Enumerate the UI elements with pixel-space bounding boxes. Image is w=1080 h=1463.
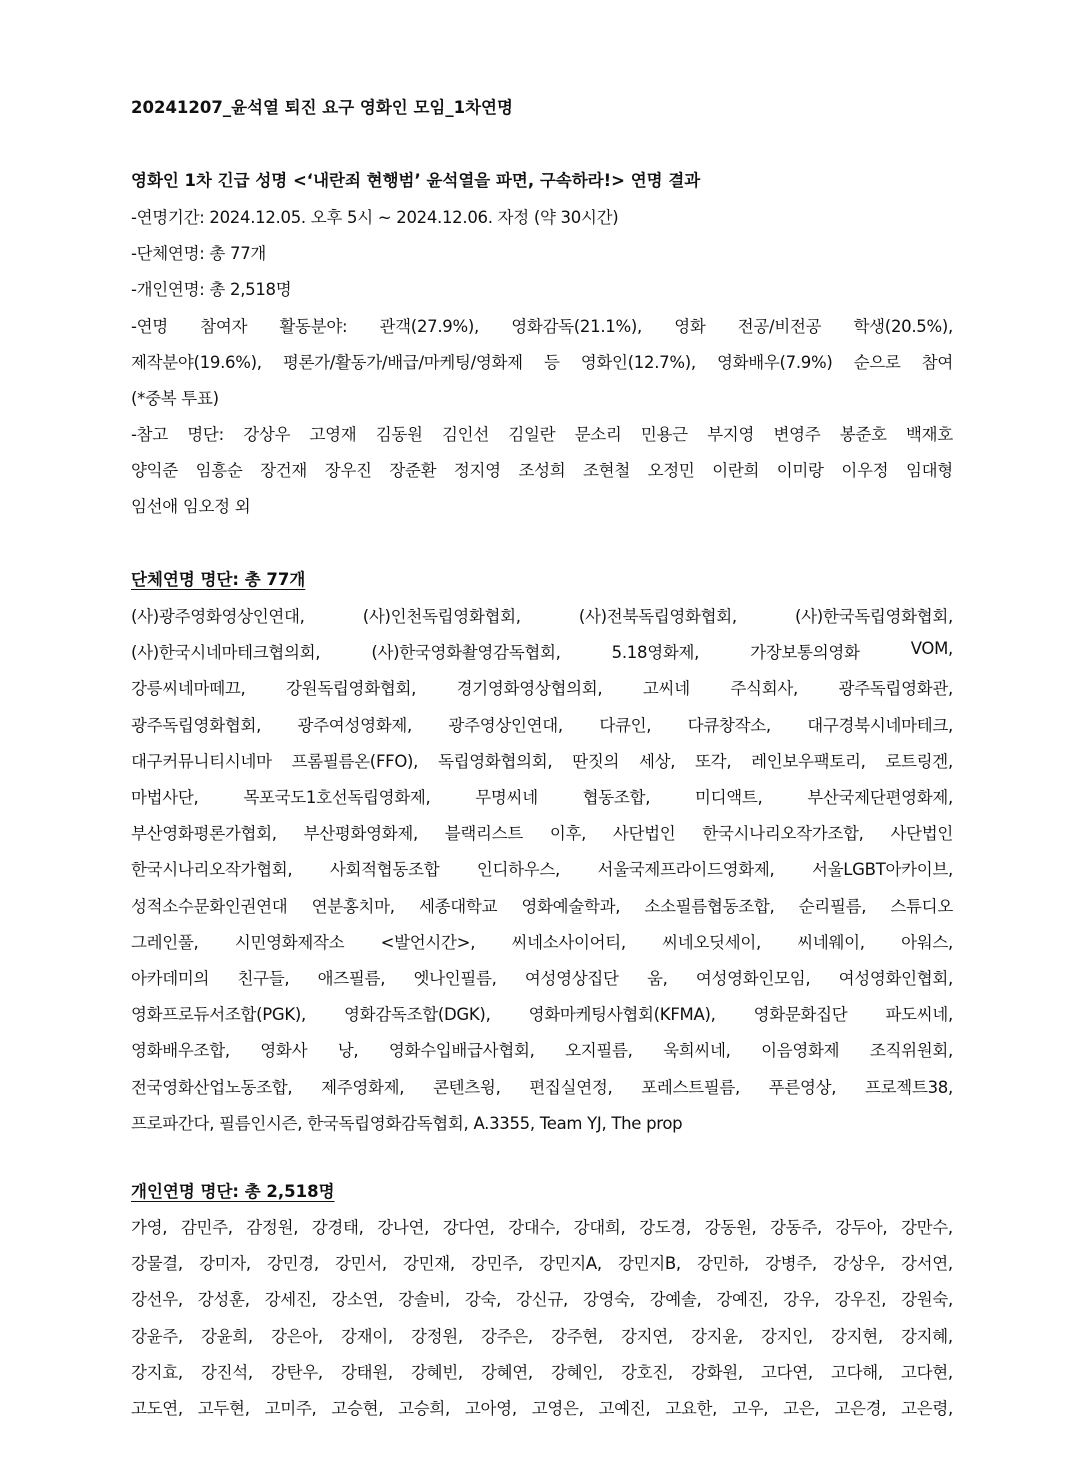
word: -연명	[131, 317, 168, 336]
word: 영화수입배급사협회,	[388, 1041, 535, 1061]
word: 사단법인	[612, 824, 676, 844]
word: 학생(20.5%),	[853, 317, 953, 336]
word: 레인보우팩토리,	[751, 751, 866, 771]
word: 강우,	[783, 1290, 820, 1310]
word: 강두아,	[835, 1218, 888, 1237]
word: 고승희,	[398, 1399, 450, 1418]
word: 참여자	[200, 317, 248, 336]
word: 강영숙,	[582, 1290, 635, 1310]
word: 부산영화평론가협회,	[131, 824, 277, 844]
word: 고다연,	[761, 1362, 813, 1382]
word: 영화감독(21.1%),	[511, 317, 642, 336]
word: 고승현,	[331, 1399, 384, 1418]
word: 문소리	[574, 425, 622, 444]
word: 강솔비,	[398, 1290, 450, 1310]
fields-line-2	[131, 349, 953, 373]
word: 감민주,	[180, 1218, 233, 1237]
org-list-line	[131, 1037, 953, 1061]
ref-line-1	[131, 421, 953, 445]
person-section-heading: 개인연명 명단: 총 2,518명	[131, 1182, 335, 1201]
word: 씨네웨이,	[797, 932, 865, 952]
word: 다큐인,	[599, 715, 652, 735]
word: 영화사	[260, 1041, 308, 1061]
word: 평론가/활동가/배급/마케팅/영화제	[282, 353, 523, 372]
word: 활동분야:	[279, 317, 348, 336]
word: 여성영상집단	[524, 969, 619, 988]
word: 강태원,	[341, 1362, 393, 1382]
word: 강지연,	[621, 1326, 673, 1346]
word: 엣나인필름,	[413, 969, 497, 988]
word: 강지현,	[831, 1326, 883, 1346]
word: 고다해,	[831, 1362, 883, 1382]
word: 강예솔,	[649, 1290, 702, 1310]
word: 강윤주,	[131, 1326, 183, 1346]
word: 애즈필름,	[317, 969, 386, 988]
word: (사)전북독립영화협회,	[578, 607, 737, 626]
org-list-line	[131, 639, 953, 663]
word: 포레스트필름,	[641, 1077, 740, 1097]
org-list-line	[131, 1001, 953, 1025]
word: 강경태,	[311, 1218, 364, 1237]
word: 대구경북시네마테크,	[807, 715, 953, 735]
word: 부산국제단편영화제,	[807, 788, 953, 807]
word: 참여	[921, 353, 953, 372]
word: 가영,	[131, 1218, 168, 1237]
fields-note: (*중복 투표)	[131, 389, 219, 408]
word: 편집실연정,	[529, 1077, 613, 1097]
word: 강원숙,	[901, 1290, 953, 1310]
org-list-last-line: 프로파간다, 필름인시즌, 한국독립영화감독협회, A.3355, Team YJ, The prop	[131, 1113, 683, 1133]
word: 고영은,	[531, 1399, 584, 1418]
word: 순으로	[853, 353, 901, 372]
ref-line-3: 임선애 임오정 외	[131, 497, 251, 516]
word: 아카데미의	[131, 969, 210, 988]
word: 김일란	[508, 425, 556, 444]
word: 조직위원회,	[869, 1041, 953, 1061]
word: 소소필름협동조합,	[644, 896, 775, 916]
word: 영화마케팅사협회(KFMA),	[528, 1005, 716, 1025]
org-list-line	[131, 748, 953, 772]
org-list-line	[131, 856, 953, 880]
word: 전국영화산업노동조합,	[131, 1077, 293, 1097]
word: 광주영상인연대,	[448, 715, 563, 735]
word: 강대수,	[508, 1218, 561, 1237]
word: 강민경,	[267, 1254, 319, 1274]
word: 강상우,	[833, 1254, 885, 1274]
word: 영화예술학과,	[521, 896, 621, 916]
word: 프로젝트38,	[865, 1077, 953, 1097]
word: 사회적협동조합	[329, 860, 440, 880]
word: 고은경,	[834, 1399, 887, 1418]
word: 목포국도1호선독립영화제,	[243, 788, 431, 807]
word: 세종대학교	[418, 896, 498, 916]
word: 마법사단,	[131, 788, 199, 807]
word: 미디액트,	[694, 788, 763, 807]
word: 또각,	[695, 751, 732, 771]
word: 서울국제프라이드영화제,	[597, 860, 775, 880]
word: 독립영화협의회,	[437, 751, 553, 771]
word: 고요한,	[665, 1399, 718, 1418]
ref-line-2	[131, 457, 953, 481]
word: 강민지A,	[539, 1254, 602, 1274]
word: 강지인,	[761, 1326, 813, 1346]
word: 고씨네	[642, 679, 690, 699]
word: 순리필름,	[798, 896, 867, 916]
word: 고두현,	[197, 1399, 250, 1418]
word: 조성희	[518, 461, 566, 480]
word: 광주독립영화협회,	[131, 715, 262, 735]
word: 영화배우(7.9%)	[716, 353, 833, 372]
word: 인디하우스,	[476, 860, 560, 880]
word: 강미자,	[199, 1254, 251, 1274]
word: 강물결,	[131, 1254, 183, 1274]
word: 씨네소사이어티,	[511, 932, 626, 952]
word: 이란희	[712, 461, 760, 480]
statement-heading: 영화인 1차 긴급 성명 <‘내란죄 현행범’ 윤석열을 파면, 구속하라!> 연명 결과	[131, 171, 701, 190]
word: 가장보통의영화	[750, 643, 860, 663]
word: 고아영,	[464, 1399, 517, 1418]
word: 강혜연,	[481, 1362, 533, 1382]
org-list-line	[131, 712, 953, 736]
word: 그레인풀,	[131, 932, 199, 952]
word: 광주독립영화관,	[838, 679, 953, 699]
word: 낭,	[337, 1041, 359, 1061]
word: 영화배우조합,	[131, 1041, 230, 1061]
word: 아워스,	[901, 932, 953, 952]
word: 강혜인,	[551, 1362, 603, 1382]
word: 영화	[674, 317, 706, 336]
word: 민용근	[640, 425, 688, 444]
word: 광주여성영화제,	[297, 715, 412, 735]
word: 강탄우,	[271, 1362, 323, 1382]
org-count-line: -단체연명: 총 77개	[131, 244, 267, 263]
word: 임흥순	[195, 461, 243, 480]
word: 김인선	[442, 425, 489, 444]
word: 임대형	[905, 461, 953, 480]
word: 움,	[646, 969, 668, 988]
word: 부산평화영화제,	[303, 824, 418, 844]
word: 강진석,	[201, 1362, 253, 1382]
word: 조현철	[583, 461, 630, 480]
word: 강호진,	[621, 1362, 673, 1382]
word: 고미주,	[264, 1399, 317, 1418]
word: 강민주,	[471, 1254, 523, 1274]
word: (사)한국영화촬영감독협회,	[371, 643, 561, 663]
word: 고예진,	[598, 1399, 651, 1418]
org-list-line	[131, 675, 953, 699]
document-title: 20241207_윤석열 퇴진 요구 영화인 모임_1차연명	[131, 98, 513, 117]
word: 강윤희,	[201, 1326, 253, 1346]
period-line: -연명기간: 2024.12.05. 오후 5시 ~ 2024.12.06. 자정 (약 30시간)	[131, 208, 619, 227]
word: 김동원	[375, 425, 423, 444]
word: 강성훈,	[197, 1290, 250, 1310]
word: 무명씨네	[475, 788, 538, 807]
word: 정지영	[453, 461, 501, 480]
word: -참고	[131, 425, 168, 444]
word: 강민하,	[697, 1254, 749, 1274]
word: 강혜빈,	[411, 1362, 463, 1382]
word: 파도씨네,	[885, 1005, 953, 1025]
word: 명단:	[187, 425, 224, 444]
word: 등	[543, 353, 560, 372]
word: 푸른영상,	[768, 1077, 837, 1097]
word: 강나연,	[377, 1218, 430, 1237]
org-list-line	[131, 784, 953, 808]
word: 로트링겐,	[885, 751, 953, 771]
word: (사)인천독립영화협회,	[362, 607, 521, 626]
word: 고은,	[783, 1399, 820, 1418]
word: 딴짓의	[572, 751, 620, 771]
word: 장건재	[260, 461, 308, 480]
word: 강다연,	[442, 1218, 495, 1237]
word: 강예진,	[716, 1290, 769, 1310]
word: 여성영화인모임,	[695, 969, 811, 988]
word: 프롬필름온(FFO),	[291, 751, 419, 771]
word: 강세진,	[264, 1290, 317, 1310]
word: 오지필름,	[565, 1041, 633, 1061]
word: 한국시나리오작가조합,	[702, 824, 864, 844]
word: 강소연,	[331, 1290, 384, 1310]
fields-line-1	[131, 313, 953, 337]
word: 백재호	[906, 425, 953, 444]
word: 세상,	[638, 751, 676, 771]
word: 사단법인	[890, 824, 953, 844]
word: 영화프로듀서조합(PGK),	[131, 1005, 306, 1025]
word: 강화원,	[691, 1362, 743, 1382]
person-list-line	[131, 1250, 953, 1274]
person-list-line	[131, 1323, 953, 1347]
word: 씨네오딧세이,	[662, 932, 761, 952]
person-count-line: -개인연명: 총 2,518명	[131, 280, 292, 299]
word: <발언시간>,	[380, 932, 476, 952]
word: 강민서,	[335, 1254, 387, 1274]
word: 강민재,	[403, 1254, 455, 1274]
word: 주식회사,	[730, 679, 798, 699]
word: 연분홍치마,	[311, 896, 395, 916]
word: 제주영화제,	[321, 1077, 405, 1097]
word: 경기영화영상협의회,	[456, 679, 603, 699]
word: 협동조합,	[582, 788, 651, 807]
word: 서울LGBT아카이브,	[812, 860, 953, 880]
word: 제작분야(19.6%),	[131, 353, 262, 372]
word: (사)한국독립영화협회,	[795, 607, 953, 626]
word: 5.18영화제,	[611, 643, 700, 663]
word: 강지효,	[131, 1362, 183, 1382]
word: 변영주	[773, 425, 821, 444]
word: 영화문화집단	[753, 1005, 848, 1025]
word: 강재이,	[341, 1326, 393, 1346]
word: 강병주,	[765, 1254, 817, 1274]
word: 다큐창작소,	[687, 715, 771, 735]
org-list-line	[131, 603, 953, 627]
word: 봉준호	[839, 425, 887, 444]
word: 고다현,	[901, 1362, 953, 1382]
word: 욱희씨네,	[663, 1041, 731, 1061]
word: 강숙,	[464, 1290, 502, 1310]
person-list-line	[131, 1395, 953, 1419]
word: 영화감독조합(DGK),	[344, 1005, 491, 1025]
person-list-line	[131, 1359, 953, 1383]
word: 강동주,	[770, 1218, 822, 1237]
word: 친구들,	[237, 969, 290, 988]
word: 스튜디오	[890, 896, 953, 916]
word: 성적소수문화인권연대	[131, 896, 288, 916]
word: 장우진	[324, 461, 372, 480]
word: 양익준	[131, 461, 178, 480]
org-list-line	[131, 893, 953, 917]
word: 강은아,	[271, 1326, 323, 1346]
person-list-line	[131, 1214, 953, 1238]
person-list-line	[131, 1286, 953, 1310]
word: 콘텐츠윙,	[433, 1077, 501, 1097]
word: 고우,	[732, 1399, 769, 1418]
word: 이음영화제	[761, 1041, 840, 1061]
word: 강우진,	[834, 1290, 887, 1310]
word: 장준환	[389, 461, 437, 480]
word: 강선우,	[131, 1290, 183, 1310]
word: 고도연,	[131, 1399, 183, 1418]
word: 강정원,	[411, 1326, 463, 1346]
word: (사)광주영화영상인연대,	[131, 607, 305, 626]
word: 강지윤,	[691, 1326, 743, 1346]
word: 강주은,	[481, 1326, 533, 1346]
word: 강상우	[243, 425, 291, 444]
word: 강민지B,	[617, 1254, 681, 1274]
word: 시민영화제작소	[234, 932, 345, 952]
word: 부지영	[707, 425, 755, 444]
word: 강지혜,	[901, 1326, 953, 1346]
word: 전공/비전공	[737, 317, 822, 336]
org-list-line	[131, 929, 953, 953]
word: 한국시나리오작가협회,	[131, 860, 293, 880]
word: 이미랑	[776, 461, 824, 480]
word: 감정원,	[246, 1218, 299, 1237]
word: 대구커뮤니티시네마	[131, 751, 272, 771]
org-list-line	[131, 820, 953, 844]
word: 강주현,	[551, 1326, 603, 1346]
word: 이후,	[549, 824, 587, 844]
word: 고은령,	[901, 1399, 953, 1418]
word: 이우정	[841, 461, 889, 480]
org-section-heading: 단체연명 명단: 총 77개	[131, 570, 306, 589]
word: 영화인(12.7%),	[580, 353, 696, 372]
word: 강도경,	[639, 1218, 691, 1237]
org-list-line	[131, 1074, 953, 1098]
word: 고영재	[309, 425, 357, 444]
word: 강동원,	[704, 1218, 757, 1237]
word: 강릉씨네마떼끄,	[131, 679, 246, 699]
word: 강원독립영화협회,	[286, 679, 417, 699]
word: (사)한국시네마테크협의회,	[131, 643, 321, 663]
word: VOM,	[910, 639, 953, 659]
word: 블랙리스트	[444, 824, 523, 844]
word: 강신규,	[516, 1290, 568, 1310]
word: 강대희,	[573, 1218, 626, 1237]
word: 강만수,	[900, 1218, 953, 1237]
word: 강서연,	[901, 1254, 953, 1274]
word: 오정민	[647, 461, 695, 480]
word: 관객(27.9%),	[379, 317, 479, 336]
org-list-line	[131, 965, 953, 989]
word: 여성영화인협회,	[838, 969, 953, 988]
